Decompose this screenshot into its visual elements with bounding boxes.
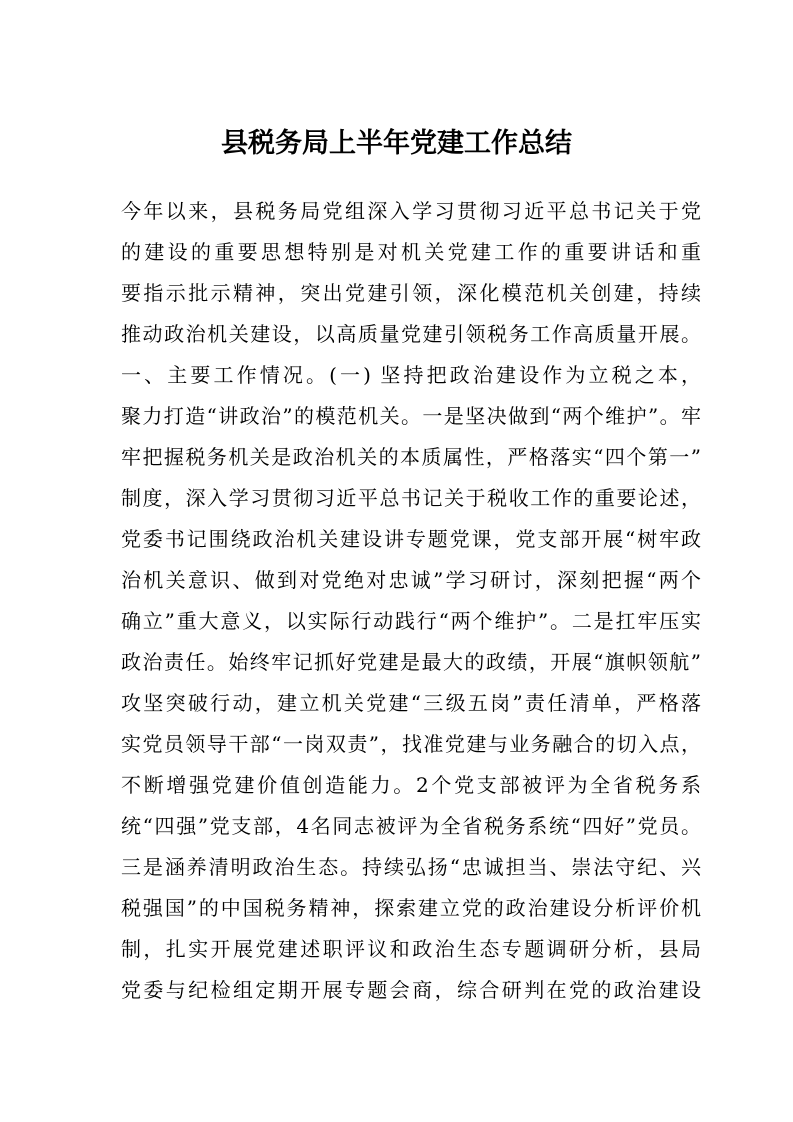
body-line: 统“四强”党支部，4名同志被评为全省税务系统“四好”党员。 [121,814,701,838]
body-line: 攻坚突破行动，建立机关党建“三级五岗”责任清单，严格落 [121,691,701,715]
body-line: 要指示批示精神，突出党建引领，深化模范机关创建，持续 [121,281,701,305]
body-line: 今年以来，县税务局党组深入学习贯彻习近平总书记关于党 [121,199,701,223]
body-line: 治机关意识、做到对党绝对忠诚”学习研讨，深刻把握“两个 [121,568,701,592]
body-line: 税强国”的中国税务精神，探索建立党的政治建设分析评价机 [121,896,701,920]
body-line: 确立”重大意义，以实际行动践行“两个维护”。二是扛牢压实 [121,609,701,633]
body-line: 不断增强党建价值创造能力。2个党支部被评为全省税务系 [121,773,701,797]
body-line: 实党员领导干部“一岗双责”，找准党建与业务融合的切入点， [121,732,701,756]
body-line: 一、主要工作情况。(一) 坚持把政治建设作为立税之本， [121,363,701,387]
body-line: 党委与纪检组定期开展专题会商，综合研判在党的政治建设 [121,978,701,1002]
body-line: 聚力打造“讲政治”的模范机关。一是坚决做到“两个维护”。牢 [121,404,701,428]
body-line: 三是涵养清明政治生态。持续弘扬“忠诚担当、崇法守纪、兴 [121,855,701,879]
body-line: 牢把握税务机关是政治机关的本质属性，严格落实“四个第一” [121,445,701,469]
body-line: 的建设的重要思想特别是对机关党建工作的重要讲话和重 [121,240,701,264]
document-title: 县税务局上半年党建工作总结 [221,128,572,159]
document-body [121,191,701,1011]
body-line: 制，扎实开展党建述职评议和政治生态专题调研分析，县局 [121,937,701,961]
body-line: 党委书记围绕政治机关建设讲专题党课，党支部开展“树牢政 [121,527,701,551]
body-line: 制度，深入学习贯彻习近平总书记关于税收工作的重要论述， [121,486,701,510]
body-line: 政治责任。始终牢记抓好党建是最大的政绩，开展“旗帜领航” [121,650,701,674]
body-line: 推动政治机关建设，以高质量党建引领税务工作高质量开展。 [121,322,701,346]
